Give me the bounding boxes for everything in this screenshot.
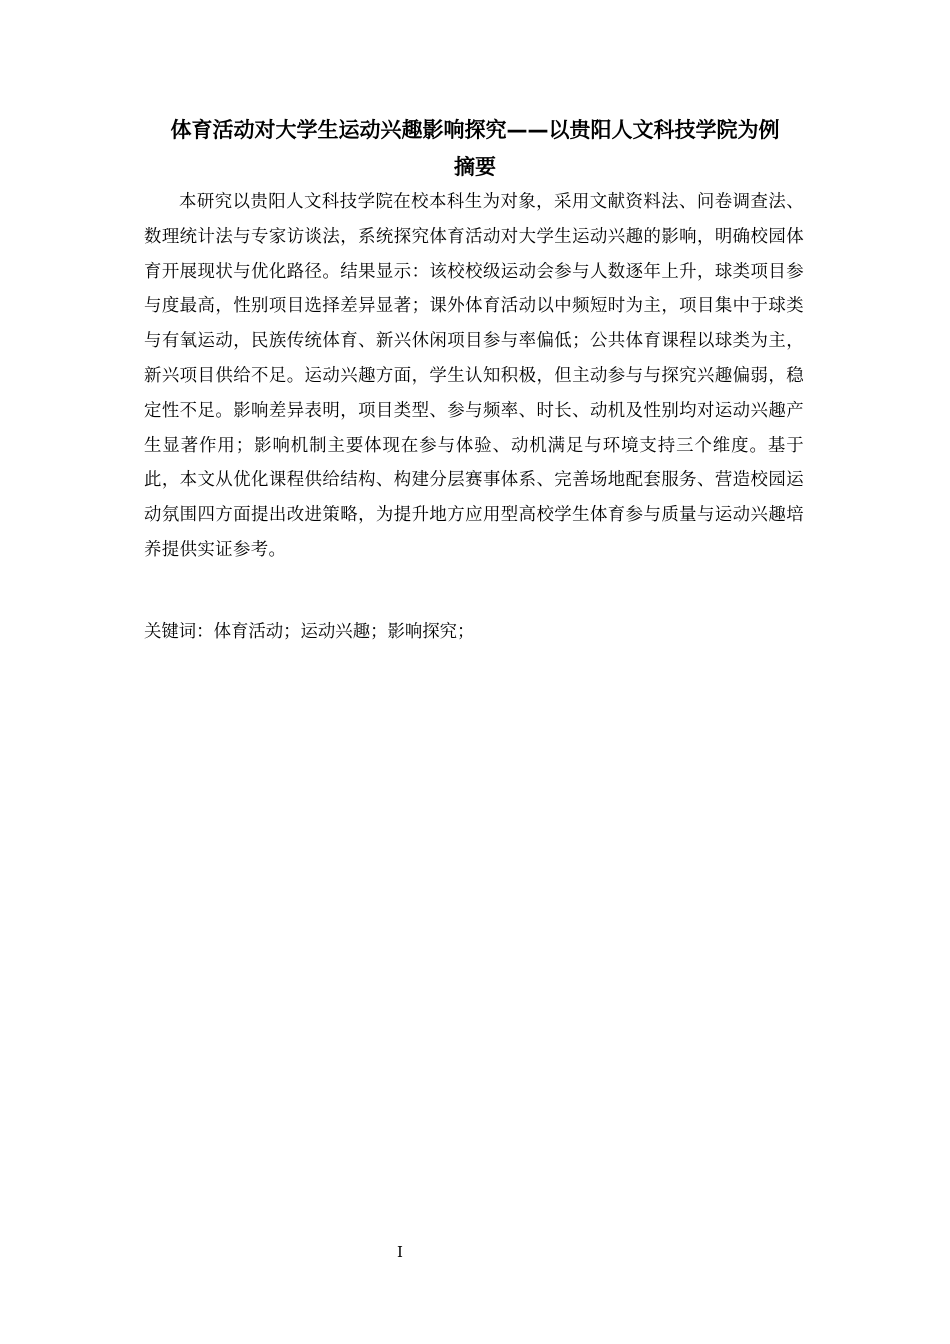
keywords-line: 关键词：体育活动；运动兴趣；影响探究； (144, 622, 475, 642)
page-number: I (397, 1243, 403, 1261)
abstract-paragraph: 本研究以贵阳人文科技学院在校本科生为对象，采用文献资料法、问卷调查法、数理统计法与专家访谈法，系统探究体育活动对大学生运动兴趣的影响，明确校园体育开展现状与优化路径。结果显示：该校校级运动会参与人数逐年上升，球类项目参与度最高，性别项目选择差异显著；课外体育活动以中频短时为主，项目集中于球类与有氧运动，民族传统体育、新兴休闲项目参与率偏低；公共体育课程以球类为主，新兴项目供给不足。运动兴趣方面，学生认知积极，但主动参与与探究兴趣偏弱，稳定性不足。影响差异表明，项目类型、参与频率、时长、动机及性别均对运动兴趣产生显著作用；影响机制主要体现在参与体验、动机满足与环境支持三个维度。基于此，本文从优化课程供给结构、构建分层赛事体系、完善场地配套服务、营造校园运动氛围四方面提出改进策略，为提升地方应用型高校学生体育参与质量与运动兴趣培养提供实证参考。 (144, 192, 804, 560)
document-title: 体育活动对大学生运动兴趣影响探究——以贵阳人文科技学院为例 (170, 118, 780, 142)
abstract-heading: 摘要 (454, 155, 496, 179)
